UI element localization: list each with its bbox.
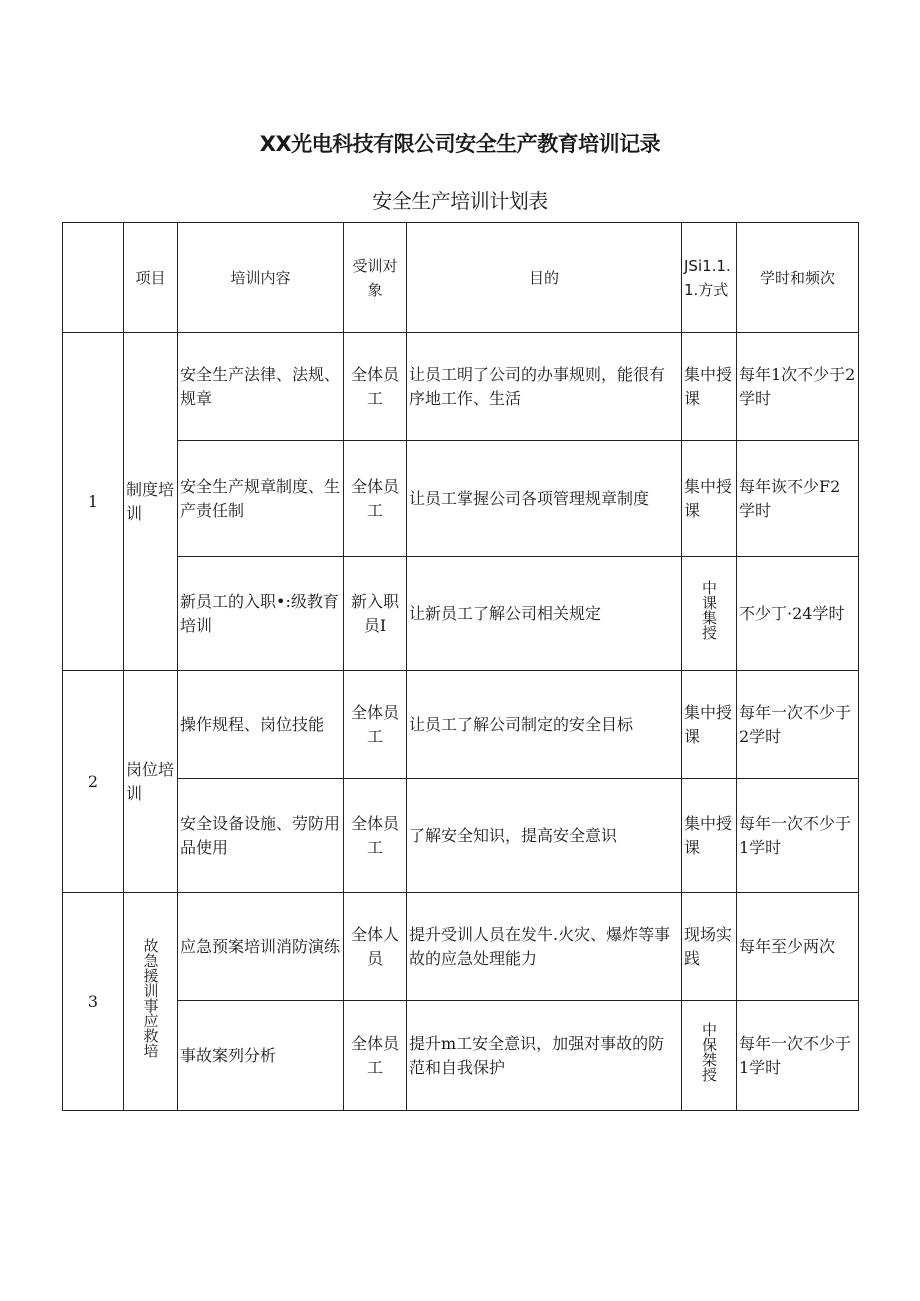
cell-hours: 每年1次不少于2学时 (737, 333, 859, 441)
group-number: 3 (63, 893, 124, 1111)
cell-method: 集中授课 (682, 779, 737, 893)
header-item: 项目 (124, 223, 178, 333)
document-title: XX光电科技有限公司安全生产教育培训记录 (259, 132, 661, 156)
training-plan-table (62, 222, 859, 1111)
cell-method: 现场实践 (682, 893, 737, 1001)
cell-target: 全体人员 (344, 893, 407, 1001)
cell-hours: 每年一次不少于2学时 (737, 671, 859, 779)
group-item: 岗位培训 (124, 671, 178, 893)
cell-hours: 每年至少两次 (737, 893, 859, 1001)
cell-content: 事故案列分析 (178, 1001, 344, 1111)
cell-hours: 每年诙不少F2学时 (737, 441, 859, 557)
group-number: 2 (63, 671, 124, 893)
group-item-cell (124, 893, 178, 1111)
header-purpose: 目的 (407, 223, 682, 333)
cell-target: 全体员工 (344, 441, 407, 557)
cell-purpose: 让员工明了公司的办事规则，能很有序地工作、生活 (407, 333, 682, 441)
table-row (63, 333, 859, 441)
cell-hours: 不少丁·24学时 (737, 557, 859, 671)
cell-target: 全体员工 (344, 671, 407, 779)
cell-content: 操作规程、岗位技能 (178, 671, 344, 779)
cell-hours: 每年一次不少于1学时 (737, 779, 859, 893)
table-row (63, 441, 859, 557)
vertical-method-text: 中保桀授 (700, 1022, 718, 1082)
cell-target: 全体员工 (344, 333, 407, 441)
cell-purpose: 让新员工了解公司相关规定 (407, 557, 682, 671)
table-row (63, 779, 859, 893)
header-hours: 学时和频次 (737, 223, 859, 333)
cell-method (682, 1001, 737, 1111)
group-number: 1 (63, 333, 124, 671)
header-method: JSi1.1.1.方式 (682, 223, 737, 333)
cell-method: 集中授课 (682, 441, 737, 557)
cell-purpose: 让员工了解公司制定的安全目标 (407, 671, 682, 779)
group-item: 制度培训 (124, 333, 178, 671)
table-row (63, 1001, 859, 1111)
cell-method: 集中授课 (682, 333, 737, 441)
cell-content: 新员工的入职•:级教育培训 (178, 557, 344, 671)
header-row (63, 223, 859, 333)
header-content: 培训内容 (178, 223, 344, 333)
cell-target: 全体员工 (344, 779, 407, 893)
cell-hours: 每年一次不少于1学时 (737, 1001, 859, 1111)
cell-purpose: 提升m工安全意识，加强对事故的防范和自我保护 (407, 1001, 682, 1111)
cell-method: 集中授课 (682, 671, 737, 779)
cell-purpose: 了解安全知识，提高安全意识 (407, 779, 682, 893)
cell-purpose: 提升受训人员在发牛.火灾、爆炸等事故的应急处理能力 (407, 893, 682, 1001)
cell-purpose: 让员工掌握公司各项管理规章制度 (407, 441, 682, 557)
document-subtitle: 安全生产培训计划表 (372, 189, 548, 213)
cell-content: 安全设备设施、劳防用品使用 (178, 779, 344, 893)
vertical-group-item: 故急援训事应救培 (141, 938, 160, 1058)
cell-method (682, 557, 737, 671)
table-row (63, 671, 859, 779)
header-target: 受训对象 (344, 223, 407, 333)
table-row (63, 557, 859, 671)
vertical-method-text: 中课集授 (700, 580, 718, 640)
header-no (63, 223, 124, 333)
cell-content: 应急预案培训消防演练 (178, 893, 344, 1001)
cell-target: 全体员工 (344, 1001, 407, 1111)
cell-content: 安全生产法律、法规、规章 (178, 333, 344, 441)
cell-content: 安全生产规章制度、生产责任制 (178, 441, 344, 557)
cell-target: 新入职员I (344, 557, 407, 671)
table-row (63, 893, 859, 1001)
